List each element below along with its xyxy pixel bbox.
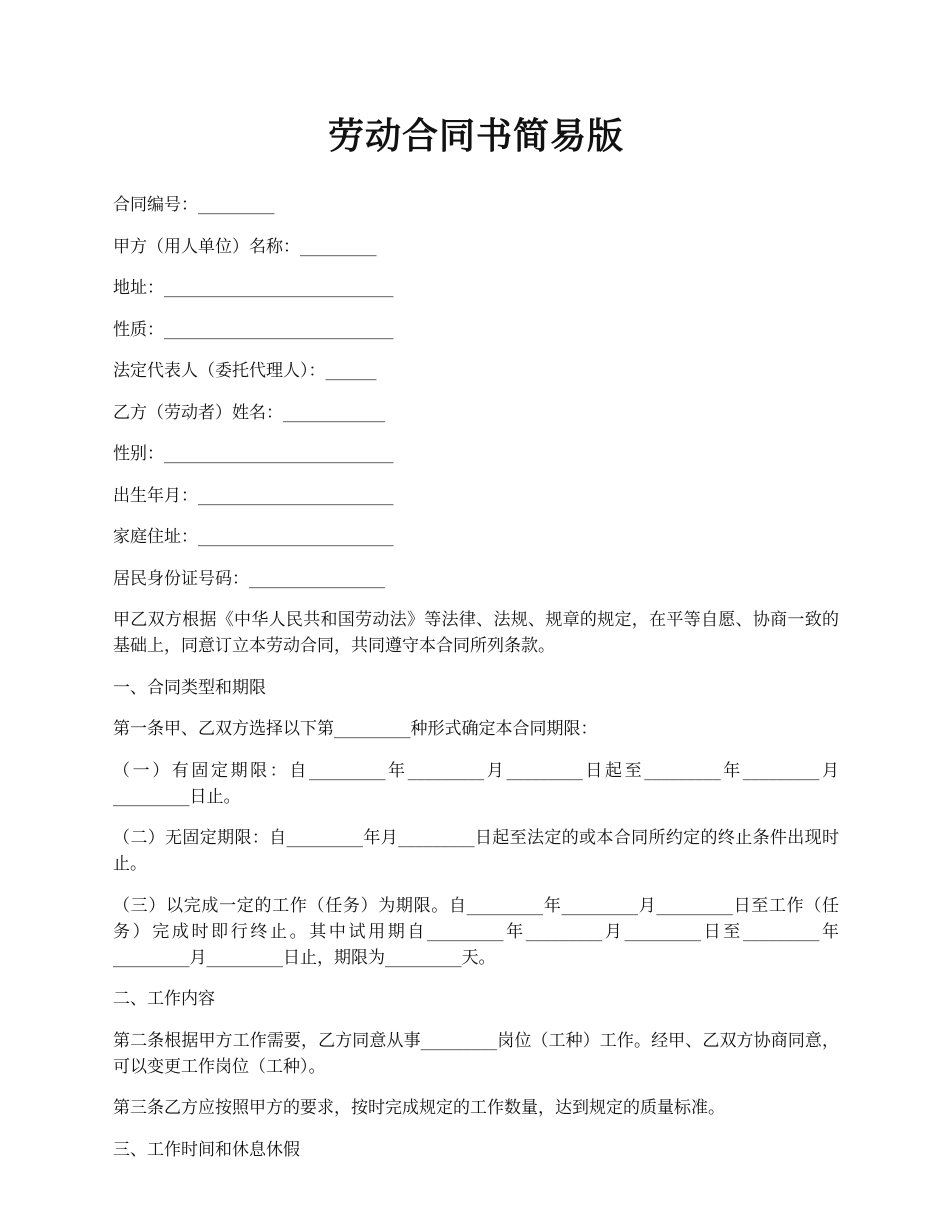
- legal-representative-field: 法定代表人（委托代理人）：______: [113, 361, 377, 381]
- contract-number-field: 合同编号：_________: [113, 195, 275, 215]
- term-option-open-ended: （二）无固定期限：自_________年月_________日起至法定的或本合同所约定的终止条件出现时止。: [113, 828, 839, 874]
- article-2: 第二条根据甲方工作需要，乙方同意从事_________岗位（工种）工作。经甲、乙双方协商同意，可以变更工作岗位（工种）。: [113, 1030, 839, 1077]
- id-number-field: 居民身份证号码：________________: [113, 568, 385, 589]
- contract-body: [113, 607, 839, 1163]
- gender-field: 性别：___________________________: [113, 444, 394, 464]
- page-title: 劳动合同书简易版: [327, 115, 624, 157]
- article-1: 第一条甲、乙双方选择以下第_________种形式确定本合同期限：: [113, 719, 598, 739]
- home-address-field: 家庭住址：_______________________: [113, 527, 394, 547]
- party-a-name-field: 甲方（用人单位）名称：_________: [113, 236, 377, 257]
- contract-info-fields: [113, 192, 839, 592]
- term-option-task-based: （三）以完成一定的工作（任务）为期限。自_________年_________月_________日至工作（任务）完成时即行终止。其中试用期自_________年_________月_________日至_________年_________月_________日止，期限为_________天。: [113, 895, 839, 968]
- section-heading-work-content: 二、工作内容: [113, 989, 215, 1009]
- party-b-name-field: 乙方（劳动者）姓名：____________: [113, 402, 385, 423]
- article-3: 第三条乙方应按照甲方的要求，按时完成规定的工作数量，达到规定的质量标准。: [113, 1098, 725, 1118]
- section-heading-contract-type: 一、合同类型和期限: [113, 677, 266, 698]
- term-option-fixed: （一）有固定期限：自_________年_________月_________日起至_________年_________月_________日止。: [113, 760, 839, 807]
- address-field: 地址：___________________________: [113, 278, 394, 298]
- nature-field: 性质：___________________________: [113, 319, 394, 340]
- section-heading-work-hours: 三、工作时间和休息休假: [113, 1139, 300, 1160]
- preamble-paragraph: 甲乙双方根据《中华人民共和国劳动法》等法律、法规、规章的规定，在平等自愿、协商一致的基础上，同意订立本劳动合同，共同遵守本合同所列条款。: [113, 610, 839, 656]
- birth-date-field: 出生年月：_______________________: [113, 485, 394, 506]
- contract-document: [113, 108, 839, 1178]
